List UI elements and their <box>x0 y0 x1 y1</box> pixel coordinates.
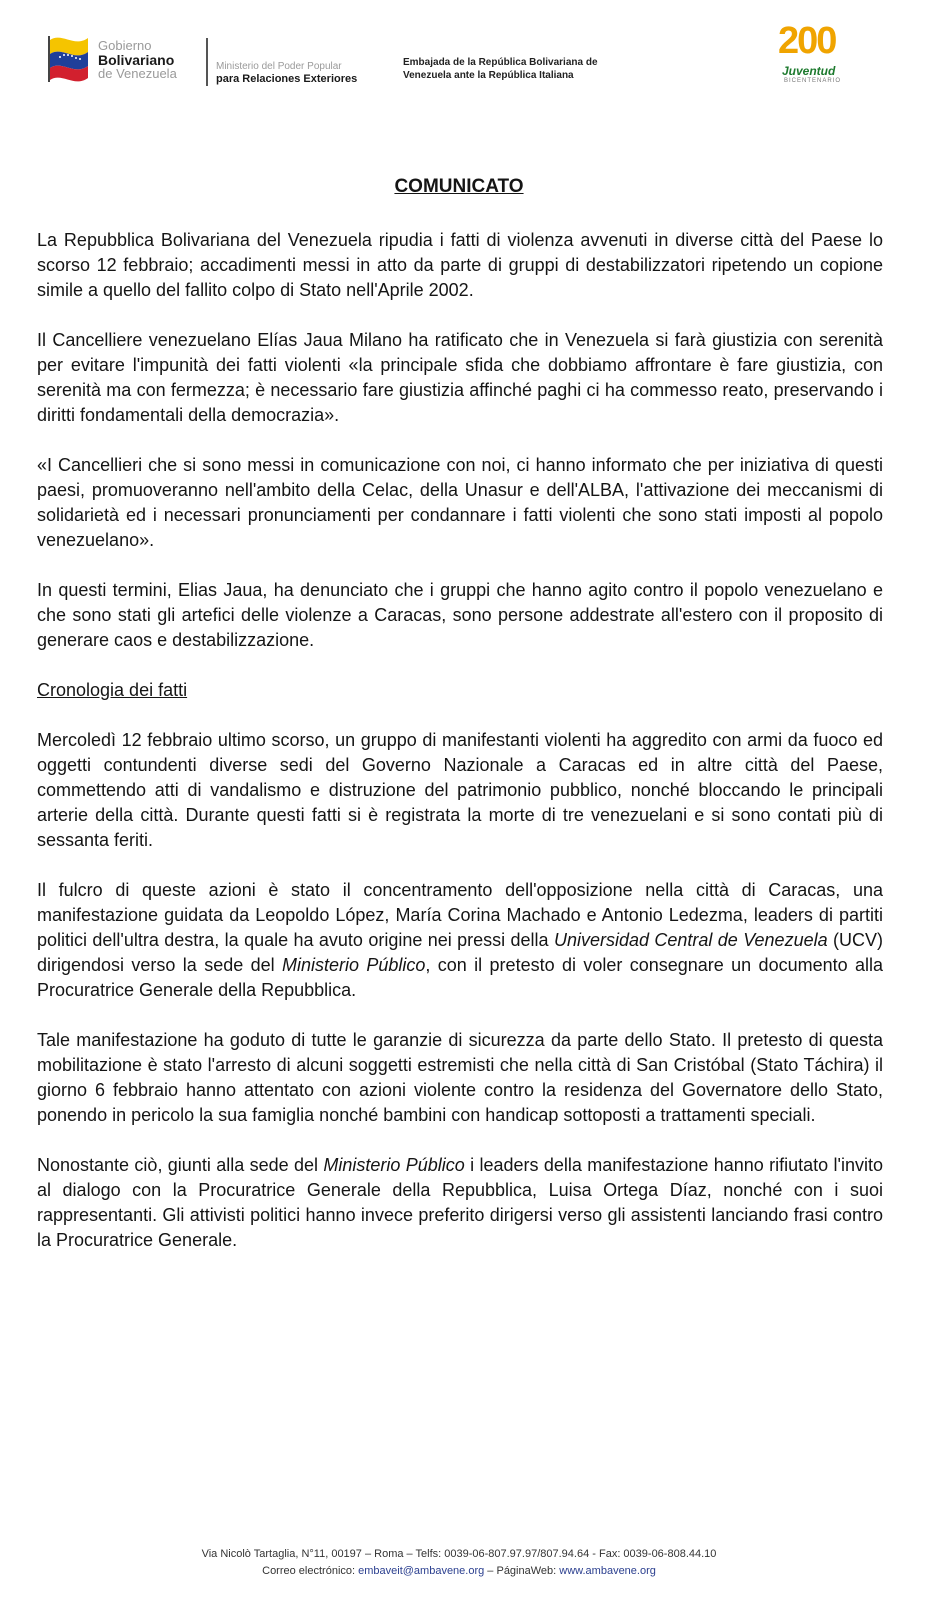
gobierno-bolivariano-logo <box>98 39 177 81</box>
p8-ministerio-name: Ministerio Público <box>323 1155 465 1175</box>
ministerio-line2: para Relaciones Exteriores <box>216 73 358 85</box>
paragraph-1: La Repubblica Bolivariana del Venezuela ripudia i fatti di violenza avvenuti in diverse città del Paese lo scorso 12 febbraio; accadimenti messi in atto da parte di gruppi di destabilizzatori ripetendo un copione simile a quello del fallito colpo di Stato nell'Aprile 2002. <box>37 230 883 300</box>
p6-ministerio-name: Ministerio Público <box>281 955 426 975</box>
embajada-line1: Embajada de la República Bolivariana de <box>403 57 598 68</box>
header-divider <box>206 38 208 86</box>
paragraph-8 <box>37 1153 883 1253</box>
footer-web-label: – PáginaWeb: <box>484 1565 560 1577</box>
embajada-label <box>403 56 598 82</box>
footer <box>0 1546 918 1580</box>
gobierno-line3: de Venezuela <box>98 66 177 81</box>
p6-university-name: Universidad Central de Venezuela <box>553 930 828 950</box>
logo-word: Juventud <box>782 64 836 78</box>
p6-text-e: , con il pretesto di voler consegnare un documento alla Procuratrice Generale della Repubblica. <box>37 955 884 1000</box>
document-body <box>37 228 883 1278</box>
paragraph-4: In questi termini, Elias Jaua, ha denunciato che i gruppi che hanno agito contro il popolo venezuelano e che sono stati gli artefici delle violenze a Caracas, sono persone addestrate all'estero con il proposito di generare caos e destabilizzazione. <box>37 580 883 650</box>
bicentenario-juventud-logo <box>778 20 858 90</box>
section-heading-cronologia: Cronologia dei fatti <box>37 680 188 700</box>
paragraph-7: Tale manifestazione ha goduto di tutte le garanzie di sicurezza da parte dello Stato. Il pretesto di questa mobilitazione è stato l'arresto di alcuni soggetti estremisti che nella città di San Cristóbal (Stato Táchira) il giorno 6 febbraio hanno attentato con azioni violente contro la residenza del Governatore dello Stato, ponendo in pericolo la sua famiglia nonché bambini con handicap sottoposti a trattamenti speciali. <box>37 1030 883 1125</box>
p6-text-a: Il fulcro di queste azioni è stato il concentramento dell'opposizione nella città di Caracas, una manifestazione guidata da Leopoldo López, María Corina Machado e Antonio Ledezma, leaders di partiti politici dell'ultra destra, la quale ha avuto origine nei pressi della <box>37 880 883 950</box>
gobierno-line1: Gobierno <box>98 38 152 53</box>
ministerio-label <box>216 60 357 86</box>
letterhead <box>0 0 938 110</box>
p8-text-c: i leaders della manifestazione hanno rifiutato l'invito al dialogo con la Procuratrice Generale della Repubblica, Luisa Ortega Díaz, nonché con i suoi rappresentanti. Gli attivisti politici hanno invece preferito dirigersi verso gli assistenti lanciando frasi contro la Procuratrice Generale. <box>37 1155 883 1250</box>
embajada-line2: Venezuela ante la República Italiana <box>403 70 574 81</box>
logo-sub: BICENTENARIO <box>784 78 842 84</box>
logo-number: 200 <box>778 20 836 62</box>
gobierno-line2: Bolivariano <box>98 52 175 68</box>
paragraph-2: Il Cancelliere venezuelano Elías Jaua Milano ha ratificato che in Venezuela si farà giustizia con serenità per evitare l'impunità dei fatti violenti «la principale sfida che dobbiamo affrontare è fare giustizia, con serenità ma con fermezza; è necessario fare giustizia affinché paghi ci ha commesso reato, preservando i diritti fondamentali della democrazia». <box>37 330 883 425</box>
paragraph-3: «I Cancellieri che si sono messi in comunicazione con noi, ci hanno informato che per iniziativa di questi paesi, promuoveranno nell'ambito della Celac, della Unasur e dell'ALBA, l'attivazione dei meccanismi di solidarietà ed i necessari pronunciamenti per condannare i fatti violenti che sono stati imposti al popolo venezuelano». <box>37 455 883 550</box>
paragraph-5: Mercoledì 12 febbraio ultimo scorso, un gruppo di manifestanti violenti ha aggredito con armi da fuoco ed oggetti contundenti diverse sedi del Governo Nazionale a Caracas ed in altre città del Paese, commettendo atti di vandalismo e distruzione del patrimonio pubblico, nonché bloccando le principali arterie della città. Durante questi fatti si è registrata la morte di tre venezuelani e si sono contati più di sessanta feriti. <box>37 730 883 850</box>
footer-contacts <box>0 1563 918 1580</box>
footer-email-label: Correo electrónico: <box>262 1565 359 1577</box>
footer-email-link[interactable]: embaveit@ambavene.org <box>358 1565 485 1577</box>
ministerio-line1: Ministerio del Poder Popular <box>216 61 342 72</box>
footer-web-link[interactable]: www.ambavene.org <box>559 1565 656 1577</box>
p6-text-c: (UCV) dirigendosi verso la sede del <box>37 930 883 975</box>
venezuela-flag-icon <box>44 30 92 82</box>
paragraph-6 <box>37 878 883 1003</box>
document-title: COMUNICATO <box>394 176 524 197</box>
p8-text-a: Nonostante ciò, giunti alla sede del <box>37 1155 324 1175</box>
footer-address: Via Nicolò Tartaglia, N°11, 00197 – Roma – Telfs: 0039-06-807.97.97/807.94.64 - Fax: 0039-06-808.44.10 <box>201 1548 717 1560</box>
